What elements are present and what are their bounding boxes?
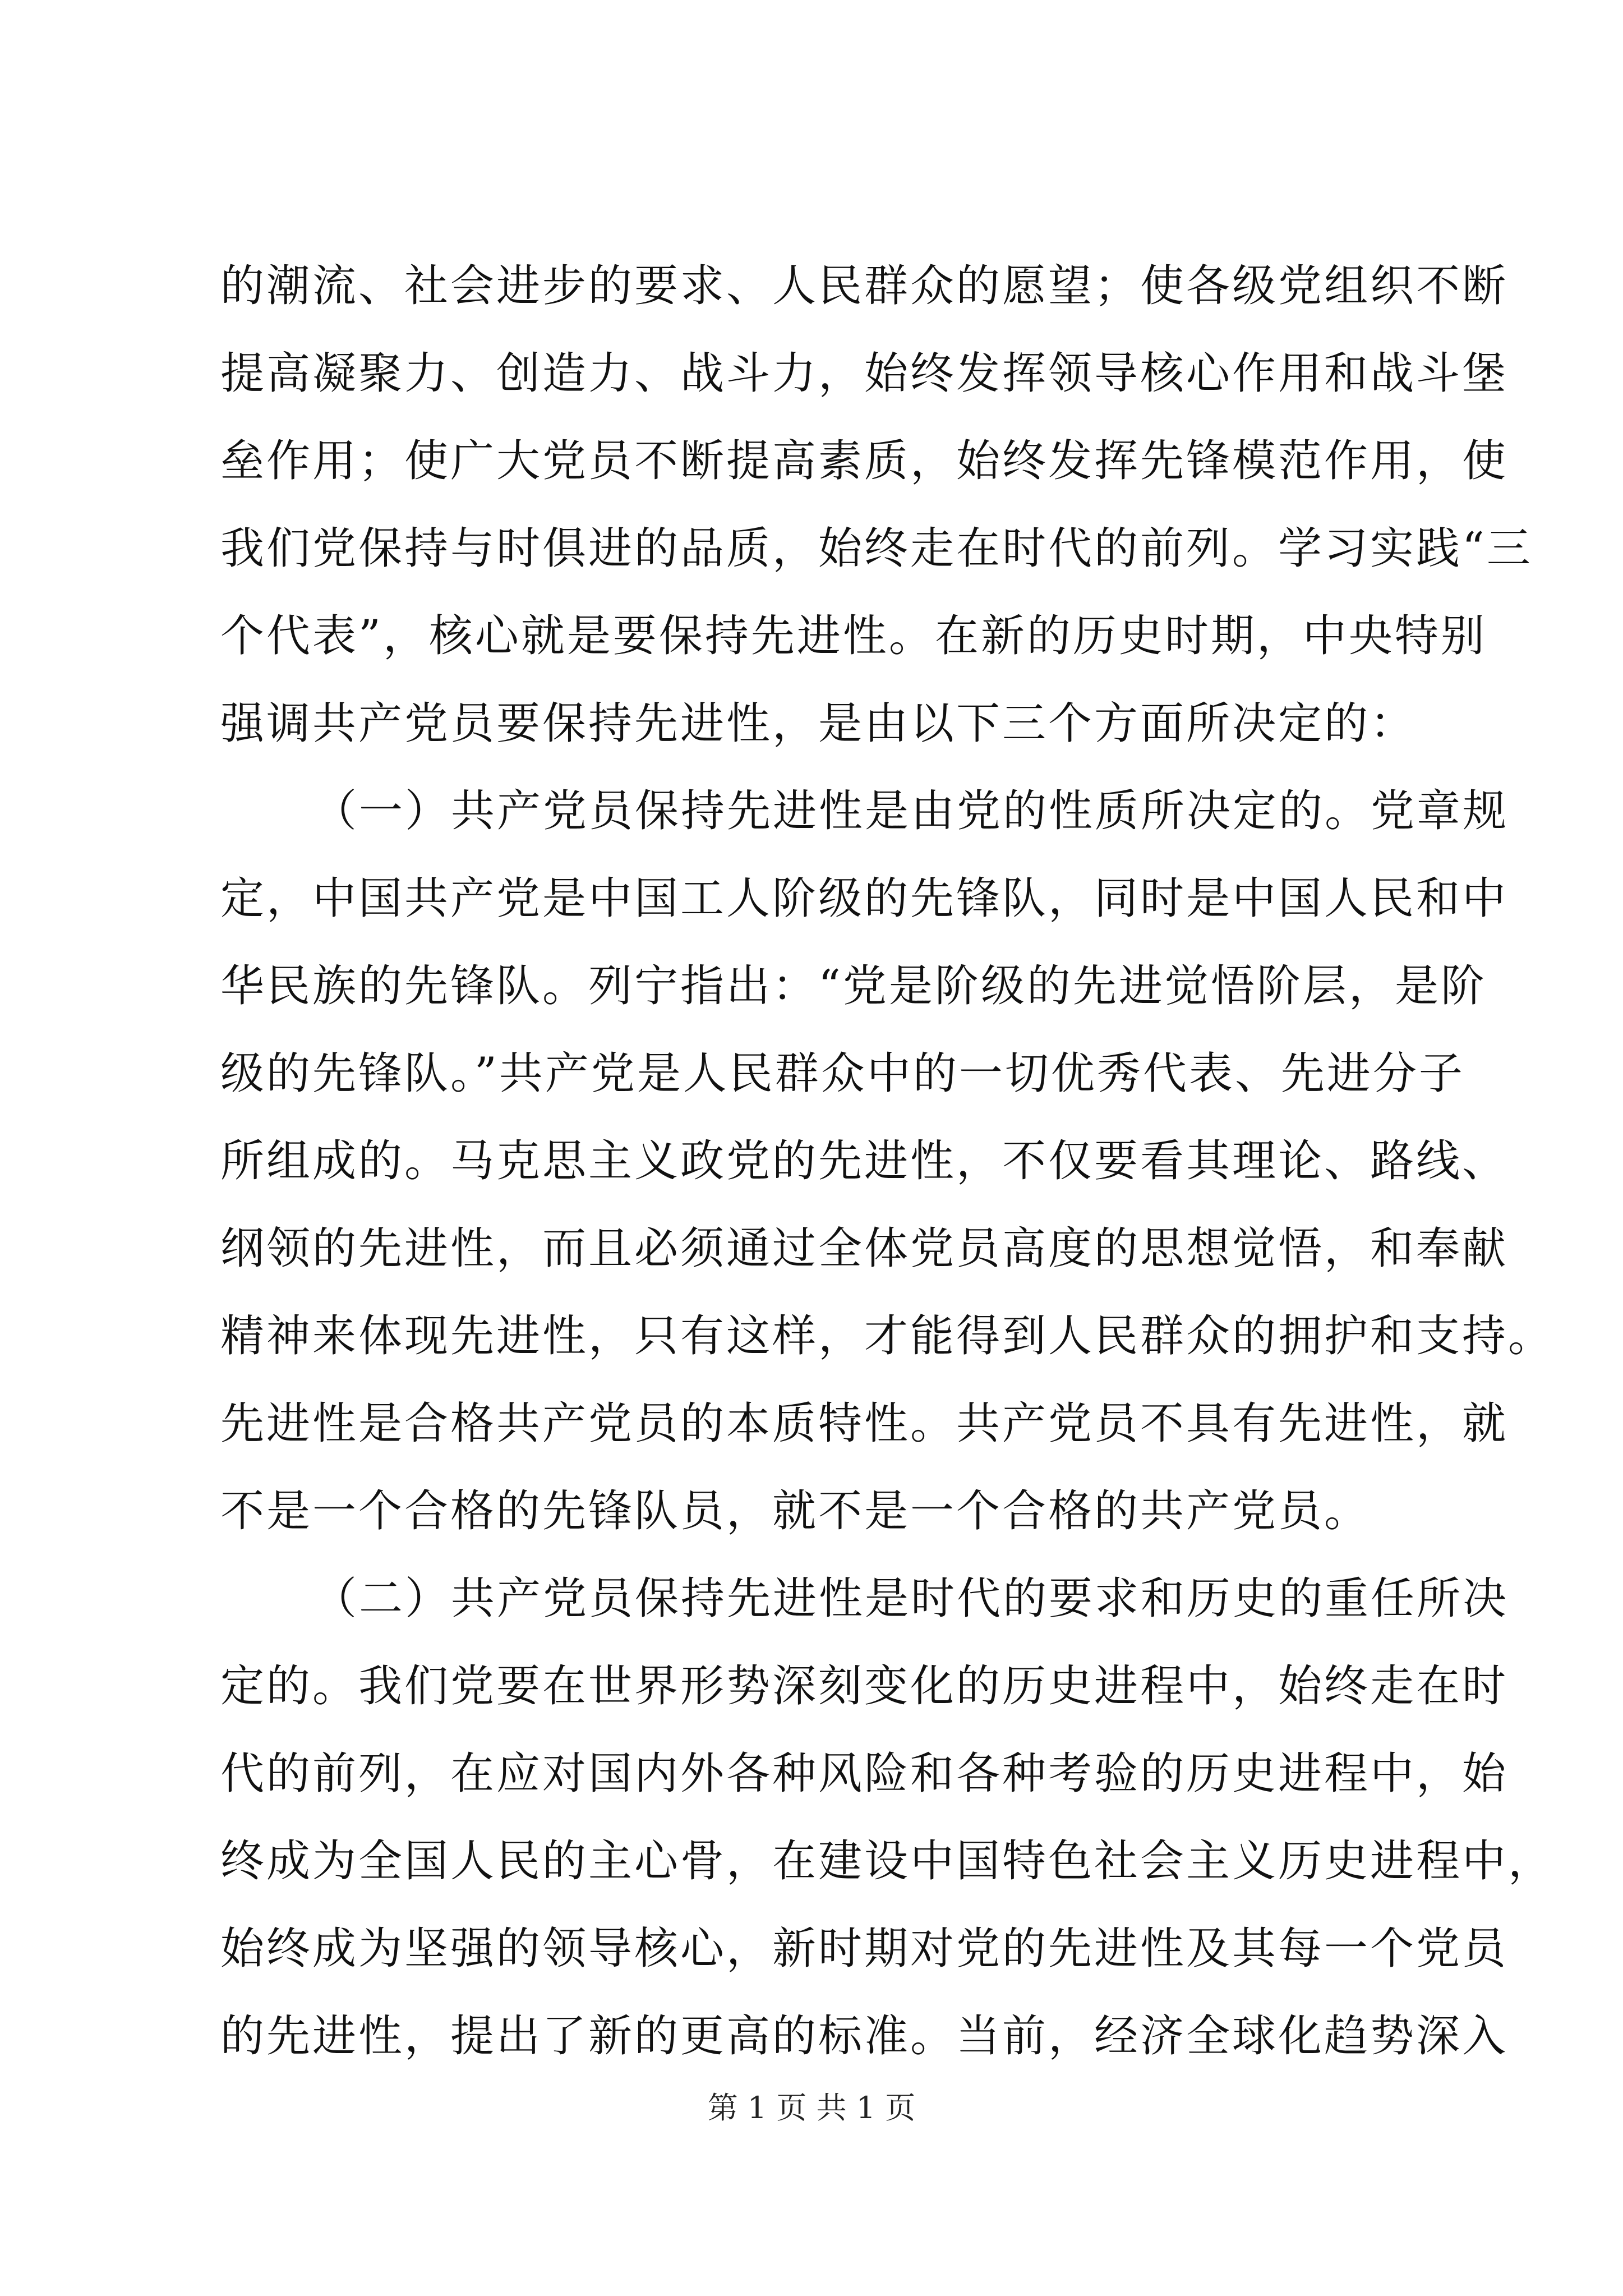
text-line: 华民族的先锋队。列宁指出：“党是阶级的先进觉悟阶层，是阶 (220, 961, 1487, 1011)
page-footer: 第 1 页 共 1 页 (707, 2090, 916, 2125)
text-line: 不是一个合格的先锋队员，就不是一个合格的共产党员。 (220, 1486, 1371, 1536)
text-line: 我们党保持与时俱进的品质，始终走在时代的前列。学习实践“三 (220, 523, 1533, 574)
text-line: 定，中国共产党是中国工人阶级的先锋队，同时是中国人民和中 (220, 873, 1509, 924)
text-line: 级的先锋队。”共产党是人民群众中的一切优秀代表、先进分子 (220, 1048, 1465, 1099)
paragraph-heading-line: （一）共产党员保持先进性是由党的性质所决定的。党章规 (313, 786, 1509, 836)
text-line: 终成为全国人民的主心骨，在建设中国特色社会主义历史进程中， (220, 1836, 1555, 1887)
text-line: 个代表”，核心就是要保持先进性。在新的历史时期，中央特别 (220, 611, 1487, 661)
text-line: 始终成为坚强的领导核心，新时期对党的先进性及其每一个党员 (220, 1924, 1509, 1974)
text-line: 定的。我们党要在世界形势深刻变化的历史进程中，始终走在时 (220, 1661, 1509, 1711)
text-line: 垒作用；使广大党员不断提高素质，始终发挥先锋模范作用，使 (220, 436, 1509, 486)
text-line: 先进性是合格共产党员的本质特性。共产党员不具有先进性，就 (220, 1398, 1509, 1449)
text-line: 的先进性，提出了新的更高的标准。当前，经济全球化趋势深入 (220, 2011, 1509, 2062)
document-body (220, 242, 1555, 2080)
paragraph-heading-line: （二）共产党员保持先进性是时代的要求和历史的重任所决 (313, 1573, 1509, 1624)
text-line: 的潮流、社会进步的要求、人民群众的愿望；使各级党组织不断 (220, 261, 1509, 311)
text-line: 精神来体现先进性，只有这样，才能得到人民群众的拥护和支持。 (220, 1311, 1555, 1361)
text-line: 强调共产党员要保持先进性，是由以下三个方面所决定的： (220, 698, 1417, 749)
text-line: 代的前列，在应对国内外各种风险和各种考验的历史进程中，始 (220, 1749, 1509, 1799)
text-line: 所组成的。马克思主义政党的先进性，不仅要看其理论、路线、 (220, 1136, 1509, 1186)
text-line: 提高凝聚力、创造力、战斗力，始终发挥领导核心作用和战斗堡 (220, 348, 1509, 399)
text-line: 纲领的先进性，而且必须通过全体党员高度的思想觉悟，和奉献 (220, 1223, 1509, 1274)
